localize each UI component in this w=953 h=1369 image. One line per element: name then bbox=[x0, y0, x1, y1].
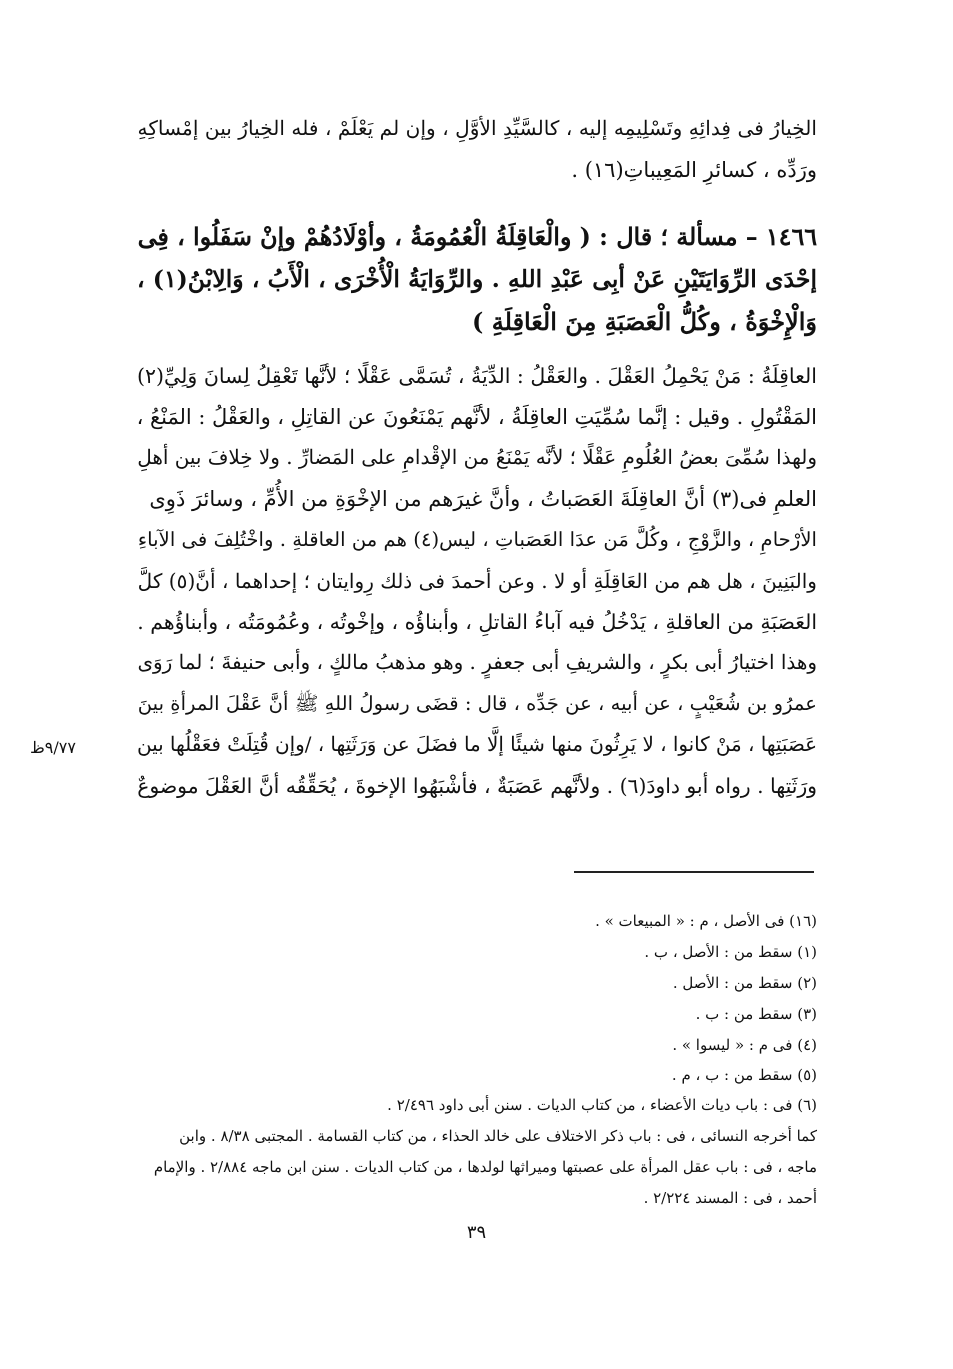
commentary-line: العاقِلَةُ : مَنْ يَحْمِلُ العَقْلَ . والعَقْلُ : الدِّيَةُ ، تُسَمَّى عَقْلًا ؛ لأنَّها تَعْقِلُ لِسانَ وَلِيِّ(٢) bbox=[137, 364, 817, 388]
footnote: (٤) فى م : « ليسوا » . bbox=[672, 1036, 817, 1054]
commentary-line: عمرُو بن شُعَيْبٍ ، عن أبيه ، عن جَدِّه ، قال : قضَى رسولُ اللهِ ﷺ أنَّ عَقْلَ المرأةِ بينَ bbox=[137, 692, 817, 715]
commentary-line: عَصَبَتِها ، مَنْ كانوا ، لا يَرِثُونَ منها شيئًا إلَّا ما فضَلَ عن وَرَثَتِها ، /وإن قُتِلَتْ فعَقْلُها بين bbox=[136, 733, 817, 756]
body-line: ورَدِّه ، كسائرِ المَعِيباتِ(١٦) . bbox=[571, 158, 817, 182]
footnote: (٣) سقط من : ب . bbox=[695, 1005, 817, 1023]
commentary-line: والبَنِينَ ، هل هم من العَاقِلَةِ أو لا . وعن أحمدَ فى ذلك رِوايتان ؛ إحداهما ، أنَّ(٥) كلَّ bbox=[137, 569, 817, 593]
masala-heading-line: وَالْإِخْوَةُ ، وكُلُّ الْعَصَبَةِ مِنَ الْعَاقِلَةِ ) bbox=[472, 307, 817, 336]
commentary-line: ورَثَتِها . رواه أبو داودَ(٦) . ولأنَّهم عَصَبَةٌ ، فأشْبَهُوا الإخوةَ ، يُحَقِّقُه أنَّ العَقْلَ موضوعٌ bbox=[137, 774, 817, 798]
footnote-continuation: أحمد ، فى : المسند ٢/٢٢٤ . bbox=[643, 1189, 817, 1207]
footnote-divider bbox=[574, 871, 814, 873]
commentary-line: ولهذا سُمِّىَ بعضُ العُلُومِ عَقْلًا ؛ لأنَّه يَمْنَعُ من الإقْدامِ على المَضارِّ . ولا خِلافَ بين أهلِ bbox=[137, 446, 817, 469]
commentary-line: وهذا اختيارُ أبى بكرٍ ، والشريفِ أبى جعفرٍ . وهو مذهبُ مالكٍ ، وأبى حنيفةَ ؛ لما رَوَى bbox=[137, 650, 817, 674]
footnote-continuation: كما أخرجه النسائى ، فى : باب ذكر الاختلاف على خالد الحذاء ، من كتاب القسامة . المجتبى ٨/٣٨ . وابن bbox=[179, 1127, 817, 1145]
footnote: (٢) سقط من : الأصل . bbox=[672, 974, 817, 992]
footnote: (٦) فى : باب ديات الأعضاء ، من كتاب الديات . سنن أبى داود ٢/٤٩٦ . bbox=[387, 1096, 817, 1114]
masala-heading-line: ١٤٦٦ – مسألة ؛ قال : ( والْعَاقِلَةُ الْعُمُومَةُ ، وأوْلَادُهُمْ وإنْ سَفَلُوا ، فِى bbox=[137, 223, 817, 251]
footnote-continuation: ماجه ، فى : باب عقل المرأة على عصبتها وميراثها لولدها ، من كتاب الديات . سنن ابن ماجه ٢/٨٨٤ . والإمام bbox=[153, 1158, 817, 1176]
masala-heading-line: إحْدَى الرِّوَايَتَيْنِ عَنْ أبِى عَبْدِ اللهِ . والرِّوَايَةُ الْأُخْرَى ، الْأَبُ ، وَالِابْنُ(١) ، bbox=[136, 265, 817, 293]
footnote: (٥) سقط من : ب ، م . bbox=[671, 1066, 817, 1084]
footnote: (١٦) فى الأصل ، م : « المبيعات » . bbox=[595, 912, 817, 930]
commentary-line: العَصَبَةِ من العاقلةِ ، يَدْخُلُ فيه آباءُ القاتلِ ، وأبناؤُه ، وإخْوتُه ، وعُمُومَتُه ، وأبناؤُهم . bbox=[137, 610, 817, 634]
footnote: (١) سقط من : الأصل ، ب . bbox=[644, 943, 817, 961]
body-line: الخِيارُ فى فِدائِهِ وتَسْلِيمِه إليه ، كالسَّيِّدِ الأوَّلِ ، وإن لم يَعْلَمْ ، فله الخِيارُ بين إمْساكِهِ bbox=[137, 116, 817, 140]
commentary-line: العلمِ فى(٣) أنَّ العاقِلَةَ العَصَباتُ ، وأنَّ غيرَهم من الإخْوَةِ من الأُمِّ ، وسائرَ ذَوِى bbox=[149, 487, 817, 511]
commentary-line: الأرْحامِ ، والزَّوْجِ ، وكُلَّ مَن عدَا العَصَباتِ ، ليس(٤) هم من العاقلةِ . واخْتُلِفَ فى الآباءِ bbox=[137, 528, 817, 551]
commentary-line: المَقْتُولِ . وقيل : إنَّما سُمِّيَتِ العاقِلَةُ ، لأنَّهم يَمْنَعُونَ عن القاتِلِ ، والعَقْلُ : المَنْعُ ، bbox=[136, 405, 817, 429]
manuscript-folio-note: ٩/٧٧ظ bbox=[30, 738, 76, 757]
page-number: ٣٩ bbox=[466, 1222, 487, 1243]
